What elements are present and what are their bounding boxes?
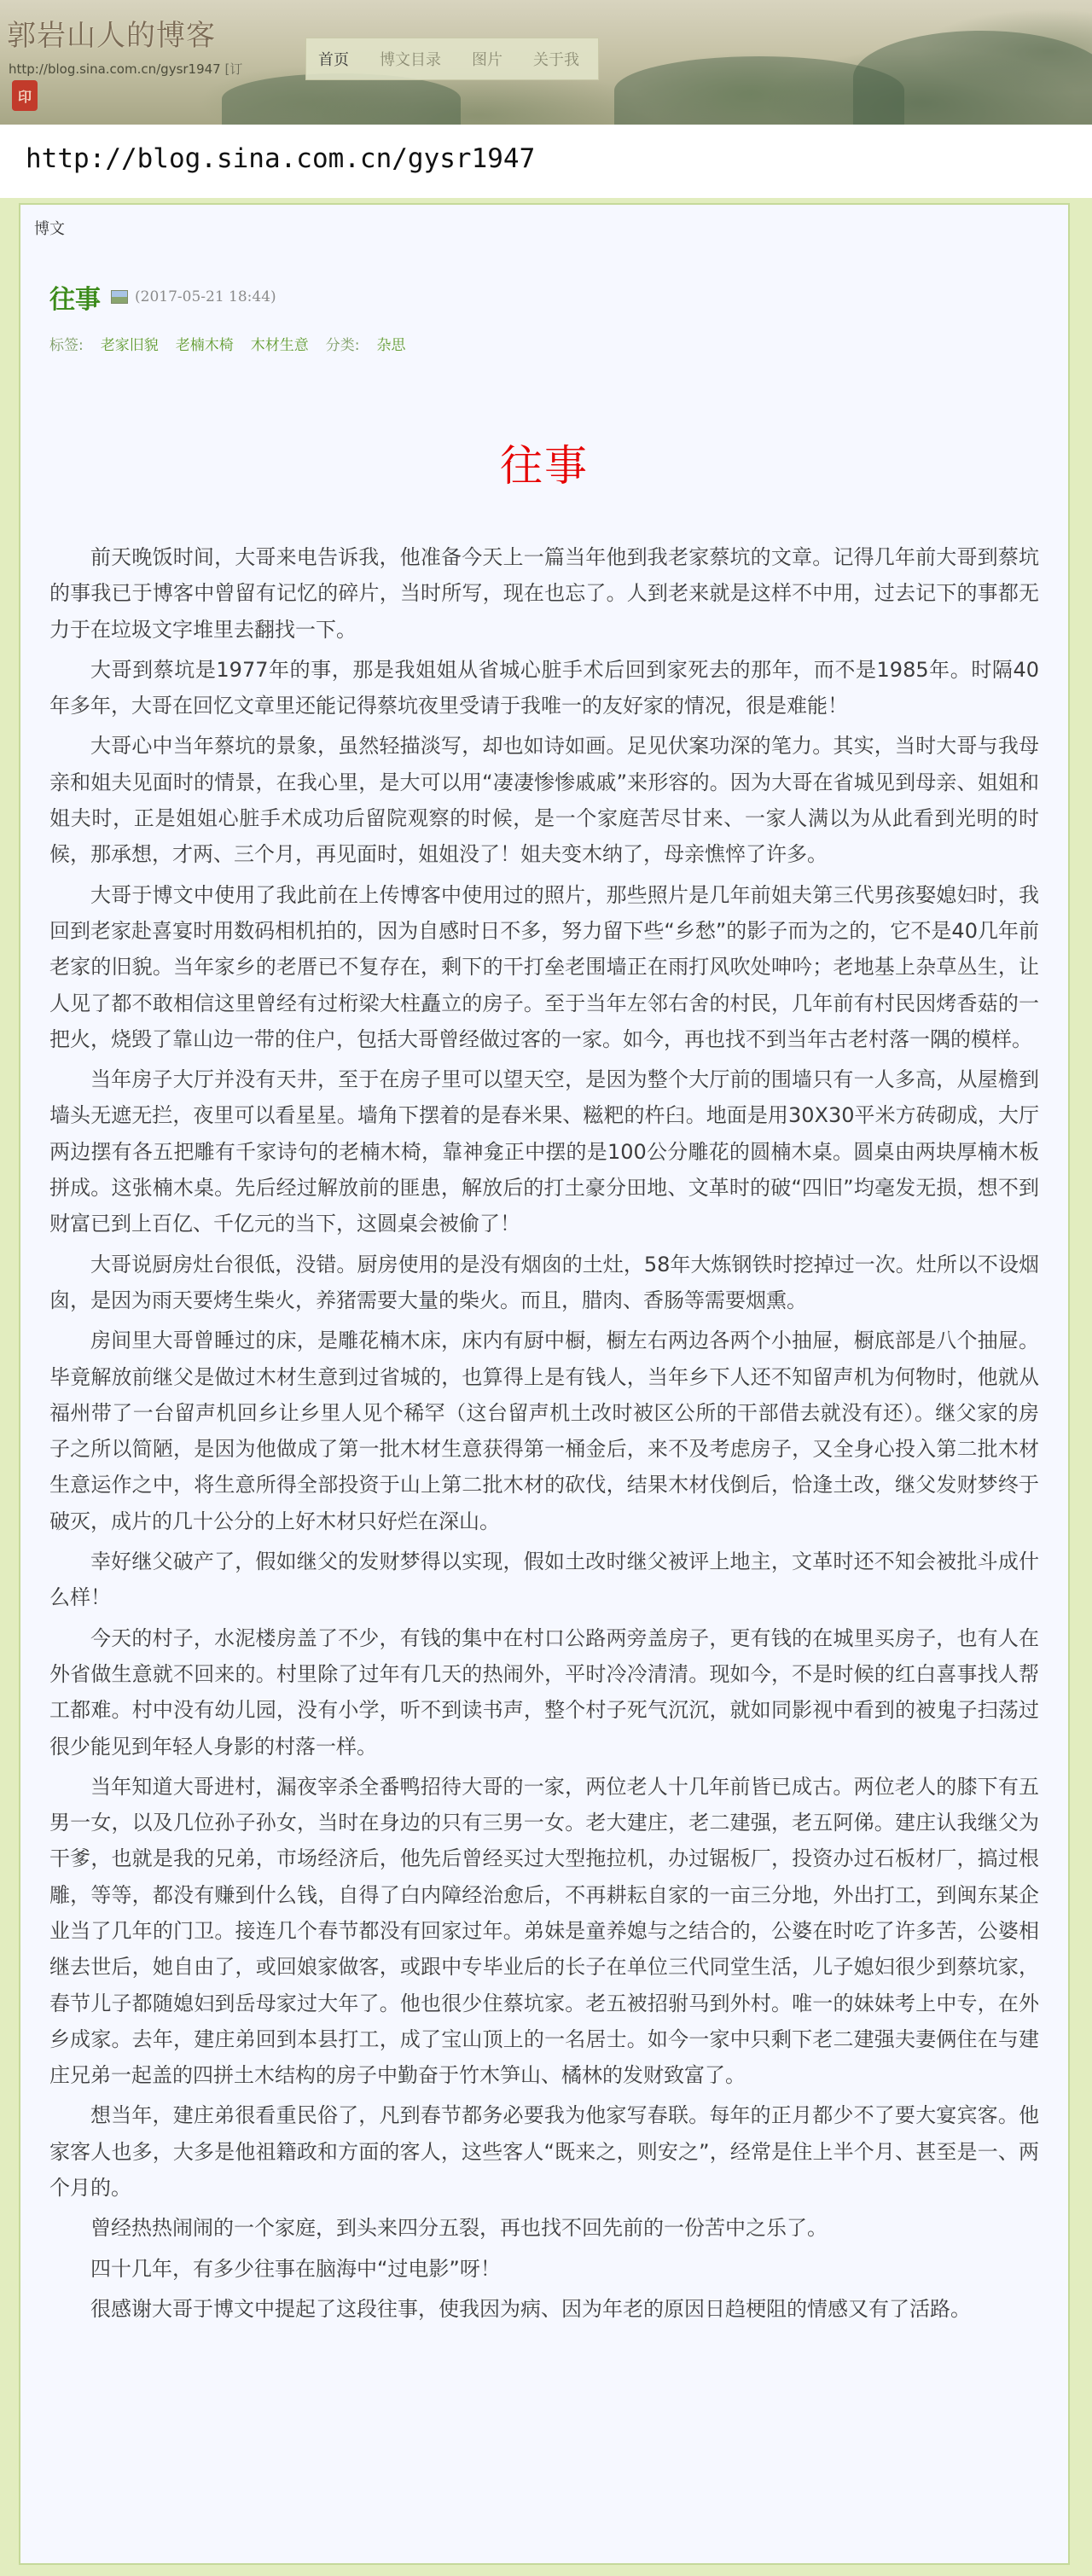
category-label: 分类: [325, 337, 360, 354]
article-paragraph: 今天的村子，水泥楼房盖了不少，有钱的集中在村口公路两旁盖房子，更有钱的在城里买房子，也有人在外省做生意就不回来的。村里除了过年有几天的热闹外，平时冷冷清清。现如今，不是时候的红白喜事找人帮工都难。村中没有幼儿园，没有小学，听不到读书声，整个村子死气沉沉，就如同影视中看到的被鬼子扫荡过很少能见到年轻人身影的村落一样。 [49, 1625, 1039, 1759]
article-paragraph: 房间里大哥曾睡过的床，是雕花楠木床，床内有厨中橱，橱左右两边各两个小抽屉，橱底部是八个抽屉。毕竟解放前继父是做过木材生意到过省城的，也算得上是有钱人，当年乡下人还不知留声机为何物时，他就从福州带了一台留声机回乡让乡里人见个稀罕（这台留声机土改时被区公所的干部借去就没有还）。继父家的房子之所以简陋，是因为他做成了第一批木材生意获得第一桶金后，来不及考虑房子，又全身心投入第二批木材生意运作之中，将生意所得全部投资于山上第二批木材的砍伐，结果木材伐倒后，恰逢土改，继父发财梦终于破灭，成片的几十公分的上好木材只好烂在深山。 [49, 1329, 1039, 1533]
article-paragraph: 曾经热热闹闹的一个家庭，到头来四分五裂，再也找不回先前的一份苦中之乐了。 [90, 2216, 828, 2241]
image-icon [111, 290, 128, 304]
article-paragraph: 四十几年，有多少往事在脑海中“过电影”呀！ [90, 2256, 501, 2281]
article-heading: 往事 [500, 441, 589, 491]
category-link[interactable]: 杂思 [376, 337, 406, 354]
article-paragraph: 很感谢大哥于博文中提起了这段往事，使我因为病、因为年老的原因日趋梗阻的情感又有了活路。 [90, 2296, 971, 2321]
tags-label: 标签: [49, 337, 84, 354]
blog-seal-icon: 印 [12, 80, 38, 111]
post-title-line [49, 278, 276, 316]
nav-about[interactable]: 关于我 [533, 51, 579, 69]
article-paragraph: 前天晚饭时间，大哥来电告诉我，他准备今天上一篇当年他到我老家蔡坑的文章。记得几年前大哥到蔡坑的事我已于博客中曾留有记忆的碎片，当时所写，现在也忘了。人到老来就是这样不中用，过去记下的事都无力于在垃圾文字堆里去翻找一下。 [49, 545, 1039, 642]
tag-link[interactable]: 木材生意 [250, 337, 309, 354]
banner-landscape-hill [853, 31, 1092, 125]
blog-title[interactable]: 郭岩山人的博客 [7, 19, 216, 53]
banner-landscape-hill [222, 73, 461, 125]
article-paragraph: 大哥于博文中使用了我此前在上传博客中使用过的照片，那些照片是几年前姐夫第三代男孩娶媳妇时，我回到老家赴喜宴时用数码相机拍的，因为自感时日不多，努力留下些“乡愁”的影子而为之的，它不是40几年前老家的旧貌。当年家乡的老厝已不复存在，剩下的干打垒老围墙正在雨打风吹处呻吟；老地基上杂草丛生，让人见了都不敢相信这里曾经有过桁梁大柱矗立的房子。至于当年左邻右舍的村民，几年前有村民因烤香菇的一把火，烧毁了靠山边一带的住户，包括大哥曾经做过客的一家。如今，再也找不到当年古老村落一隅的模样。 [49, 882, 1039, 1051]
article-panel [19, 203, 1070, 2565]
address-url[interactable]: http://blog.sina.com.cn/gysr1947 [26, 143, 536, 174]
tag-link[interactable]: 老楠木椅 [175, 337, 234, 354]
blog-url-link[interactable] [9, 60, 242, 78]
tag-link[interactable]: 老家旧貌 [100, 337, 159, 354]
nav-photos[interactable]: 图片 [472, 51, 502, 69]
tags-line [49, 333, 422, 354]
article-paragraph: 大哥心中当年蔡坑的景象，虽然轻描淡写，却也如诗如画。足见伏案功深的笔力。其实，当时大哥与我母亲和姐夫见面时的情景，在我心里，是大可以用“凄凄惨惨戚戚”来形容的。因为大哥在省城见到母亲、姐姐和姐夫时，正是姐姐心脏手术成功后留院观察的时候，是一个家庭苦尽甘来、一家人满以为从此看到光明的时候，那承想，才两、三个月，再见面时，姐姐没了！姐夫变木纳了，母亲憔悴了许多。 [49, 734, 1039, 867]
article-paragraph: 当年知道大哥进村，漏夜宰杀全番鸭招待大哥的一家，两位老人十几年前皆已成古。两位老人的膝下有五男一女，以及几位孙子孙女，当时在身边的只有三男一女。老大建庄，老二建强，老五阿俤。建庄认我继父为干爹，也就是我的兄弟，市场经济后，他先后曾经买过大型拖拉机，办过锯板厂，投资办过石板材厂，搞过根雕，等等，都没有赚到什么钱，自得了白内障经治愈后，不再耕耘自家的一亩三分地，外出打工，到闽东某企业当了几年的门卫。接连几个春节都没有回家过年。弟妹是童养媳与之结合的，公婆在时吃了许多苦，公婆相继去世后，她自由了，或回娘家做客，或跟中专毕业后的长子在单位三代同堂生活，儿子媳妇很少到蔡坑家，春节儿子都随媳妇到岳母家过大年了。他也很少住蔡坑家。老五被招驸马到外村。唯一的妹妹考上中专，在外乡成家。去年，建庄弟回到本县打工，成了宝山顶上的一名居士。如今一家中只剩下老二建强夫妻俩住在与建庄兄弟一起盖的四拼土木结构的房子中勤奋于竹木笋山、橘林的发财致富了。 [49, 1774, 1039, 2088]
article-body [49, 539, 1039, 2331]
article-paragraph: 想当年，建庄弟很看重民俗了，凡到春节都务必要我为他家写春联。每年的正月都少不了要大宴宾客。他家客人也多，大多是他祖籍政和方面的客人，这些客人“既来之，则安之”，经常是住上半个月、甚至是一、两个月的。 [49, 2103, 1039, 2201]
nav-home[interactable]: 首页 [318, 51, 349, 69]
post-title[interactable]: 往事 [49, 285, 101, 315]
blog-url-suffix[interactable]: [订 [220, 61, 243, 77]
nav-article-list[interactable]: 博文目录 [380, 51, 441, 69]
article-paragraph: 大哥说厨房灶台很低，没错。厨房使用的是没有烟囱的土灶，58年大炼钢铁时挖掉过一次。灶所以不设烟囱，是因为雨天要烤生柴火，养猪需要大量的柴火。而且，腊肉、香肠等需要烟熏。 [49, 1252, 1039, 1312]
blog-header-banner [0, 0, 1092, 125]
blog-nav [305, 38, 599, 80]
article-paragraph: 幸好继父破产了，假如继父的发财梦得以实现，假如土改时继父被评上地主，文革时还不知会被批斗成什么样！ [49, 1550, 1039, 1610]
article-paragraph: 大哥到蔡坑是1977年的事，那是我姐姐从省城心脏手术后回到家死去的那年，而不是1985年。时隔40年多年，大哥在回忆文章里还能记得蔡坑夜里受请于我唯一的友好家的情况，很是难能！ [49, 657, 1039, 718]
panel-label: 博文 [34, 220, 65, 238]
blog-url-text[interactable]: http://blog.sina.com.cn/gysr1947 [9, 61, 221, 77]
article-paragraph: 当年房子大厅并没有天井，至于在房子里可以望天空，是因为整个大厅前的围墙只有一人多高，从屋檐到墙头无遮无拦，夜里可以看星星。墙角下摆着的是春米果、糍粑的杵臼。地面是用30X30平米方砖砌成，大厅两边摆有各五把雕有千家诗句的老楠木椅，靠神龛正中摆的是100公分雕花的圆楠木桌。圆桌由两块厚楠木板拼成。这张楠木桌。先后经过解放前的匪患，解放后的打土豪分田地、文革时的破“四旧”均毫发无损，想不到财富已到上百亿、千亿元的当下，这圆桌会被偷了！ [49, 1067, 1039, 1236]
address-bar [0, 125, 1092, 198]
post-time: (2017-05-21 18:44) [135, 288, 276, 305]
